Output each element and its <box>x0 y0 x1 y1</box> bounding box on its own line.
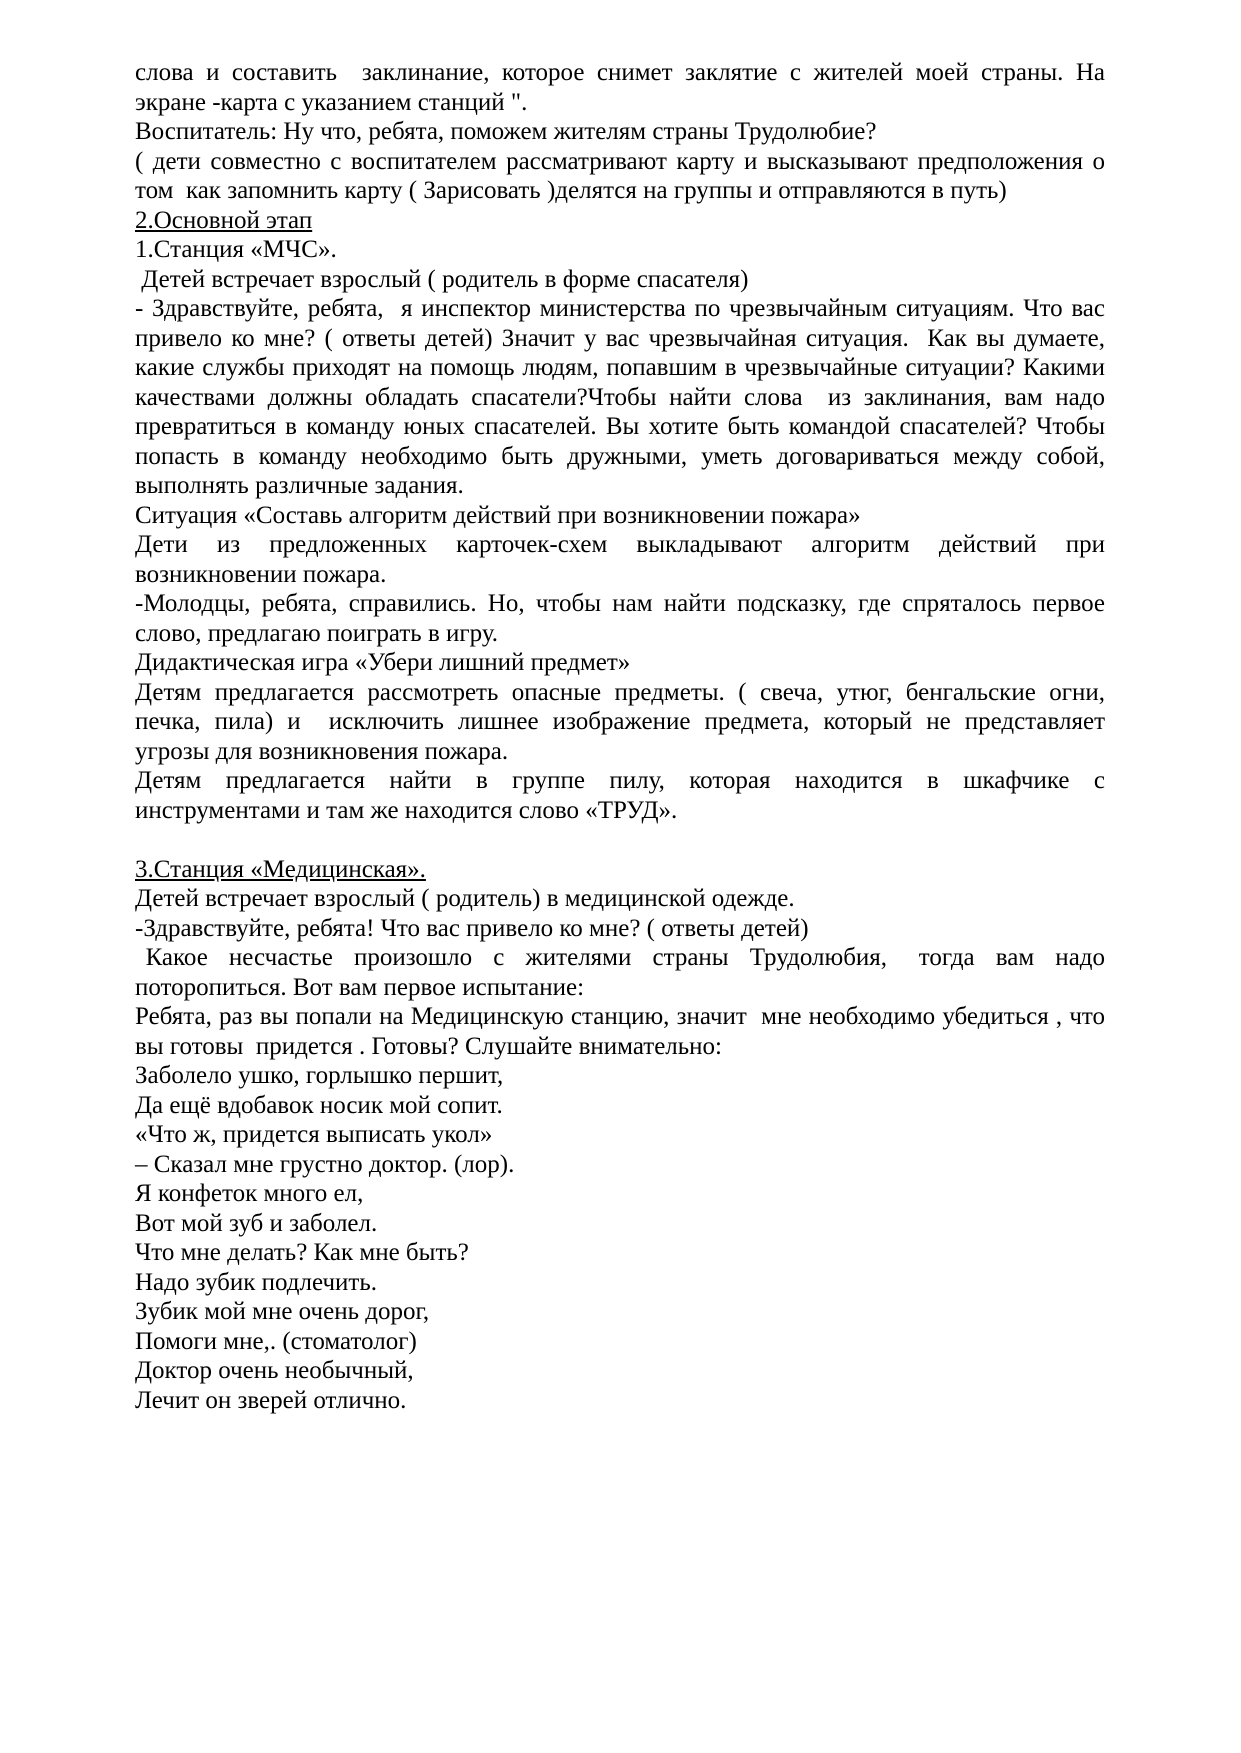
paragraph: -Здравствуйте, ребята! Что вас привело ко мне? ( ответы детей) <box>135 914 809 942</box>
paragraph: Заболело ушко, горлышко першит, <box>135 1062 504 1089</box>
paragraph: Ребята, раз вы попали на Медицинскую станцию, значит мне необходимо убедиться , что вы готовы придется . Готовы? Слушайте внимательно: <box>135 1003 1112 1060</box>
paragraph: ( дети совместно с воспитателем рассматривают карту и высказывают предположения о том как запомнить карту ( Зарисовать )делятся на группы и отправляются в путь) <box>135 147 1112 204</box>
paragraph: Зубик мой мне очень дорог, <box>135 1298 430 1325</box>
underlined-text: 3.Станция «Медицинская». <box>135 855 426 883</box>
blank-line <box>135 825 1105 855</box>
paragraph: – Сказал мне грустно доктор. (лор). <box>135 1150 515 1178</box>
paragraph: Воспитатель: Ну что, ребята, поможем жителям страны Трудолюбие? <box>135 118 877 145</box>
paragraph: Вот мой зуб и заболел. <box>135 1209 378 1237</box>
paragraph: 1.Станция «МЧС». <box>135 236 337 263</box>
underlined-text: 2.Основной этап <box>135 206 313 234</box>
paragraph: Лечит он зверей отлично. <box>135 1386 407 1414</box>
paragraph: Дидактическая игра «Убери лишний предмет» <box>135 649 631 676</box>
paragraph: Детей встречает взрослый ( родитель в форме спасателя) <box>135 265 749 293</box>
paragraph: Что мне делать? Как мне быть? <box>135 1239 469 1266</box>
paragraph: Детей встречает взрослый ( родитель) в медицинской одежде. <box>135 885 795 912</box>
document-body <box>135 58 1118 1415</box>
paragraph: слова и составить заклинание, которое снимет заклятие с жителей моей страны. На экране -карта с указанием станций ". <box>135 59 1112 116</box>
paragraph: Какое несчастье произошло с жителями страны Трудолюбия, тогда вам надо поторопиться. Вот вам первое испытание: <box>135 944 1112 1001</box>
paragraph: Ситуация «Составь алгоритм действий при возникновении пожара» <box>135 501 861 529</box>
paragraph: -Молодцы, ребята, справились. Но, чтобы нам найти подсказку, где спряталось первое слово, предлагаю поиграть в игру. <box>135 590 1112 647</box>
section-heading <box>135 206 1105 236</box>
paragraph: Помоги мне,. (стоматолог) <box>135 1327 417 1355</box>
paragraph: Доктор очень необычный, <box>135 1357 414 1384</box>
paragraph: Дети из предложенных карточек-схем выкладывают алгоритм действий при возникновении пожара. <box>135 531 1112 588</box>
paragraph: «Что ж, придется выписать укол» <box>135 1121 493 1148</box>
paragraph: Я конфеток много ел, <box>135 1180 364 1207</box>
paragraph: Детям предлагается рассмотреть опасные предметы. ( свеча, утюг, бенгальские огни, печка, пила) и исключить лишнее изображение предмета, который не представляет угрозы для возникновения пожара. <box>135 678 1112 765</box>
paragraph: - Здравствуйте, ребята, я инспектор министерства по чрезвычайным ситуациям. Что вас привело ко мне? ( ответы детей) Значит у вас чрезвычайная ситуация. Как вы думаете, какие службы приходят на помощь людям, попавшим в чрезвычайные ситуации? Какими качествами должны обладать спасатели?Чтобы найти слова из заклинания, вам надо превратиться в команду юных спасателей. Вы хотите быть командой спасателей? Чтобы попасть в команду необходимо быть дружными, уметь договариваться между собой, выполнять различные задания. <box>135 295 1118 499</box>
paragraph: Надо зубик подлечить. <box>135 1268 377 1296</box>
paragraph: Да ещё вдобавок носик мой сопит. <box>135 1091 503 1119</box>
paragraph: Детям предлагается найти в группе пилу, которая находится в шкафчике с инструментами и там же находится слово «ТРУД». <box>135 767 1112 824</box>
section-heading <box>135 855 1105 885</box>
